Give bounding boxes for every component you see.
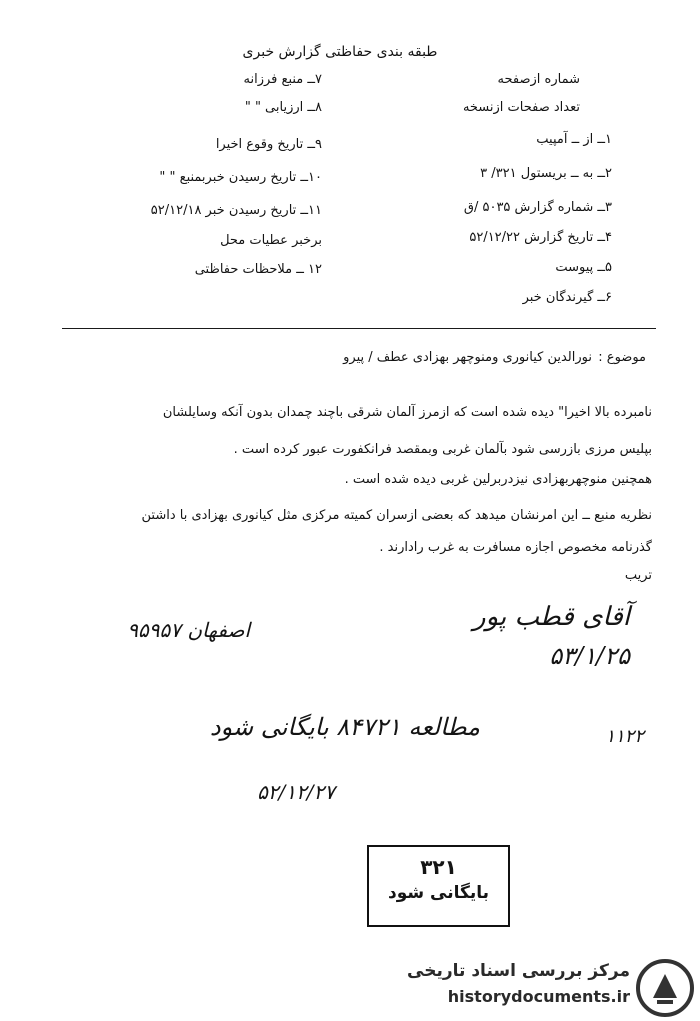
body-line-5: گذرنامه مخصوص اجازه مسافرت به غرب رادارند .: [379, 540, 652, 555]
field-report-date: ۴ــ تاریخ گزارش ۵۲/۱۲/۲۲: [469, 230, 612, 245]
subject-text: نورالدین کیانوری ومنوچهر بهزادی عطف / پیرو: [343, 350, 592, 365]
field-report-number: ۳ــ شماره گزارش ۵۰۳۵ /ق: [463, 200, 612, 215]
archive-logo-icon: [635, 958, 695, 1018]
body-line-1: نامبرده بالا اخیرا" دیده شده است که ازمرز آلمان شرقی باچند چمدان بدون آنکه وسایلشان: [162, 405, 652, 420]
field-occurrence-date: ۹ــ تاریخ وقوع اخیرا: [215, 137, 322, 152]
field-source-received-date: ۱۰ــ تاریخ رسیدن خبربمنبع " ": [159, 170, 322, 185]
handwritten-reference-number: اصفهان ۹۵۹۵۷: [127, 618, 250, 642]
stamp-text: بایگانی شود: [387, 883, 490, 903]
field-page-count: تعداد صفحات ازنسخه: [462, 100, 580, 115]
watermark: [407, 955, 700, 1021]
stamp-number: ۳۲۱: [420, 855, 457, 879]
field-local-operations: برخبر عطیات محل: [220, 233, 322, 248]
archive-stamp: [367, 845, 510, 927]
body-line-2: بپلیس مرزی بازرسی شود بآلمان غربی وبمقصد فرانکفورت عبور کرده است .: [233, 442, 652, 457]
handwritten-left-note: ۱۱۲۲: [605, 726, 644, 747]
watermark-name: مرکز بررسی اسناد تاریخی: [407, 961, 630, 981]
body-line-4: نظریه منبع ــ این امرنشان میدهد که بعضی ازسران کمیته مرکزی مثل کیانوری بهزادی با داشتن: [141, 508, 652, 523]
field-from: ۱ــ از ــ آمپیب: [536, 132, 612, 147]
body-line-3: همچنین منوچهربهزادی نیزدربرلین غربی دیده شده است .: [344, 472, 652, 487]
handwritten-signature-date: ۵۳/۱/۲۵: [549, 642, 630, 670]
handwritten-date-note: ۵۲/۱۲/۲۷: [257, 780, 335, 804]
field-evaluation: ۸ــ ارزیابی " ": [244, 100, 322, 115]
field-news-received-date: ۱۱ــ تاریخ رسیدن خبر ۵۲/۱۲/۱۸: [150, 203, 322, 218]
document-title: طبقه بندی حفاظتی گزارش خبری: [242, 44, 438, 60]
field-source: ۷ــ منبع فرزانه: [243, 72, 322, 87]
field-recipients: ۶ــ گیرندگان خبر: [522, 290, 612, 305]
field-attachment: ۵ــ پیوست: [555, 260, 612, 275]
subject-label: موضوع :: [598, 350, 646, 365]
field-page-number: شماره ازصفحه: [497, 72, 580, 87]
field-to: ۲ــ به ــ بریستول ۳۲۱/ ۳: [480, 166, 612, 181]
handwritten-note: مطالعه ۸۴۷۲۱ بایگانی شود: [209, 713, 480, 741]
field-security-notes: ۱۲ ــ ملاحظات حفاظتی: [194, 262, 322, 277]
marginal-word: تریب: [624, 568, 652, 583]
watermark-url: historydocuments.ir: [447, 987, 630, 1006]
handwritten-signature-name: آقای قطب پور: [473, 602, 630, 632]
section-divider: [62, 328, 656, 329]
